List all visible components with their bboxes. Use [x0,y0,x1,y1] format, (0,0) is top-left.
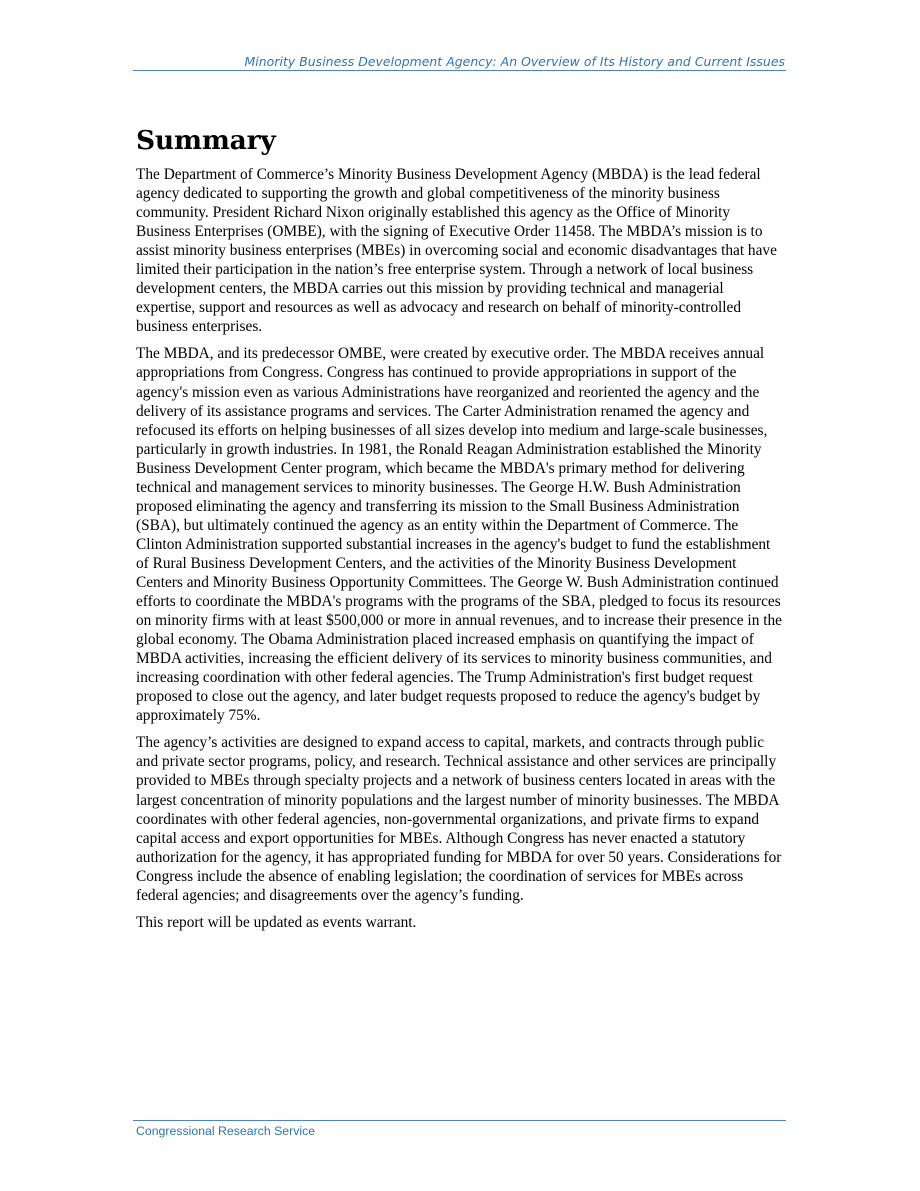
summary-paragraph-4: This report will be updated as events warrant. [136,913,417,931]
summary-paragraph-1: The Department of Commerce’s Minority Business Development Agency (MBDA) is the lead federal agency dedicated to supporting the growth and global competitiveness of the minority business community. President Richard Nixon originally established this agency as the Office of Minority Business Enterprises (OMBE), with the signing of Executive Order 11458. The MBDA’s mission is to assist minority business enterprises (MBEs) in overcoming social and economic disadvantages that have limited their participation in the nation’s free enterprise system. Through a network of local business development centers, the MBDA carries out this mission by providing technical and managerial expertise, support and resources as well as advocacy and research on behalf of minority-controlled business enterprises. [136,166,777,336]
footer-source-label: Congressional Research Service [136,1124,316,1138]
running-header-title: Minority Business Development Agency: An Overview of Its History and Current Issues [244,54,785,69]
summary-heading: Summary [136,125,276,156]
summary-paragraph-3: The agency’s activities are designed to expand access to capital, markets, and contracts through public and private sector programs, policy, and research. Technical assistance and other services are principally provided to MBEs through specialty projects and a network of business centers located in areas with the largest concentration of minority populations and the largest number of minority businesses. The MBDA coordinates with other federal agencies, non-governmental organizations, and private firms to expand capital access and export opportunities for MBEs. Although Congress has never enacted a statutory authorization for the agency, it has appropriated funding for MBDA for over 50 years. Considerations for Congress include the absence of enabling legislation; the coordination of services for MBEs across federal agencies; and disagreements over the agency’s funding. [136,734,782,904]
page-footer [133,1120,786,1138]
summary-paragraph-2: The MBDA, and its predecessor OMBE, were created by executive order. The MBDA receives annual appropriations from Congress. Congress has continued to provide appropriations in support of the agency's mission even as various Administrations have reorganized and reoriented the agency and the delivery of its assistance programs and services. The Carter Administration renamed the agency and refocused its efforts on helping businesses of all sizes develop into medium and large-scale businesses, particularly in growth industries. In 1981, the Ronald Reagan Administration established the Minority Business Development Center program, which became the MBDA's primary method for delivering technical and management services to minority businesses. The George H.W. Bush Administration proposed eliminating the agency and transferring its mission to the Small Business Administration (SBA), but ultimately continued the agency as an entity within the Department of Commerce. The Clinton Administration supported substantial increases in the agency's budget to fund the establishment of Rural Business Development Centers, and the activities of the Minority Business Development Centers and Minority Business Opportunity Committees. The George W. Bush Administration continued efforts to coordinate the MBDA's programs with the programs of the SBA, pledged to focus its resources on minority firms with at least $500,000 or more in annual revenues, and to increase their presence in the global economy. The Obama Administration placed increased emphasis on quantifying the impact of MBDA activities, increasing the efficient delivery of its services to minority business communities, and increasing coordination with other federal agencies. The Trump Administration's first budget request proposed to close out the agency, and later budget requests proposed to reduce the agency's budget by approximately 75%. [136,345,782,725]
running-header [133,52,786,71]
summary-section [136,124,786,940]
